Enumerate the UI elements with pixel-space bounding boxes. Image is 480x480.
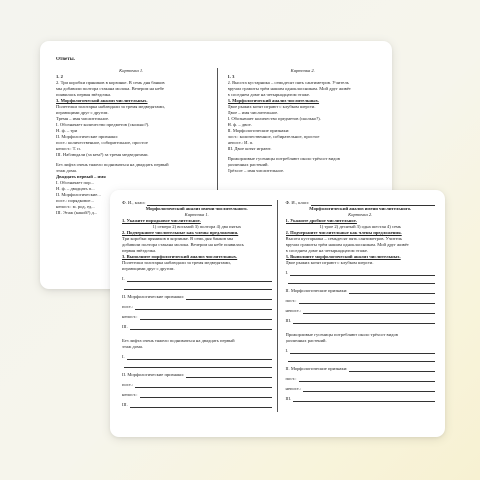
card-label: Карточка 1. xyxy=(119,68,144,73)
answer-line: пост.: количественное, собирательное, простое xyxy=(56,140,148,145)
answer-line: пост.: порядковое... xyxy=(56,198,94,203)
task-2-text: Высота кустарника – семьдесят пять сантиметров. Учитель xyxy=(285,236,403,241)
task-1-options: 1) трое 2) десятый 3) одна шестая 4) семь xyxy=(319,224,402,229)
answer-field[interactable] xyxy=(286,396,436,402)
task-2-text: первая звёздочка. xyxy=(122,248,157,253)
task-3-text: играющими друг с другом. xyxy=(122,266,175,271)
blank-line[interactable] xyxy=(135,384,272,388)
blank-line[interactable] xyxy=(349,290,435,294)
answer-field[interactable] xyxy=(286,386,436,392)
blank-line[interactable] xyxy=(349,368,435,372)
field-label: пост.: xyxy=(285,376,297,381)
blank-line[interactable] xyxy=(299,300,436,304)
answer-field[interactable] xyxy=(122,382,272,388)
task-2-text: добавили полтора стакана молока. Вечером на небе появилась xyxy=(122,242,244,247)
field-label: I. xyxy=(285,348,289,353)
answer-field[interactable] xyxy=(286,376,436,382)
field-label: I. xyxy=(285,270,289,275)
answer-line: Н. ф. – три xyxy=(56,128,78,133)
field-label: непост.: xyxy=(285,386,301,391)
answer-line: II. Морфологические признаки: xyxy=(56,134,118,139)
answer-field[interactable] xyxy=(122,294,272,300)
card-label: Карточка 2. xyxy=(348,212,373,217)
field-label: II. Морфологические признаки: xyxy=(122,294,184,299)
answer-line: Прожорливые гусеницы потребляют около трёхсот видов xyxy=(227,156,340,161)
task-2: 2. Подчеркните числительные как члены предложения. xyxy=(285,230,402,235)
answer-line: пост.: количественное, собирательное, простое xyxy=(227,134,320,139)
field-label: II. Морфологические признаки: xyxy=(285,288,348,293)
worksheet-heading: Морфологический анализ имени числительного. xyxy=(309,206,412,211)
answer-field[interactable] xyxy=(122,354,272,360)
blank-line[interactable] xyxy=(303,388,435,392)
blank-line[interactable] xyxy=(124,286,272,290)
card-label: Карточка 2. xyxy=(290,68,315,73)
card-label: Карточка 1. xyxy=(184,212,209,217)
field-label: Ф. И., класс xyxy=(122,200,146,205)
field-label: пост.: xyxy=(285,298,297,303)
task-3-text: Полетелки золотарка наблюдали за тремя медведятами, xyxy=(122,260,231,265)
answer-field[interactable] xyxy=(122,364,272,368)
answer-line: Н. ф. – двадцать п... xyxy=(56,186,95,191)
answer-line: вручил грамоты трём нашим одноклассникам. Мой друг живёт xyxy=(227,86,351,91)
answer-field[interactable] xyxy=(286,270,436,276)
blank-line[interactable] xyxy=(124,364,272,368)
answer-field[interactable] xyxy=(122,324,272,330)
task-3: 3. Выполните морфологический анализ числительных. xyxy=(122,254,238,259)
answer-line: III. Этаж (какой?) д... xyxy=(56,210,98,215)
answer-line: 1. 3 xyxy=(227,74,235,79)
answer-line: непост.: И. п. xyxy=(227,140,254,145)
answer-line: 2. Три коробки пряников в корзинке. В семь дня банков xyxy=(56,80,165,85)
answer-line: непост.: Т. п. xyxy=(56,146,81,151)
answer-line: появилась первая звёздочка. xyxy=(56,92,112,97)
field-label: II. Морфологические признаки: xyxy=(285,366,348,371)
field-label: непост.: xyxy=(122,392,138,397)
blank-line[interactable] xyxy=(140,316,272,320)
spacer xyxy=(122,408,272,412)
answer-line: 1. 2 xyxy=(56,74,63,79)
answer-field[interactable] xyxy=(122,372,272,378)
answer-line: Н. ф. – двое. xyxy=(227,122,252,127)
blank-line[interactable] xyxy=(288,358,436,362)
spacer xyxy=(286,402,436,406)
answer-line: непост.: м. род, ед... xyxy=(56,204,95,209)
blank-line[interactable] xyxy=(130,404,272,408)
blank-line[interactable] xyxy=(288,280,436,284)
answer-field[interactable] xyxy=(122,392,272,398)
field-label: II. Морфологические признаки: xyxy=(122,372,184,377)
answer-line: 3. Морфологический анализ числительных. xyxy=(227,98,320,103)
worksheet-column-card1 xyxy=(122,200,277,412)
field-label: непост.: xyxy=(285,308,301,313)
answer-line: I. Обозначает пор... xyxy=(56,180,94,185)
answer-line: Тремя – имя числительное. xyxy=(56,116,110,121)
worksheet-columns xyxy=(122,200,435,412)
answer-line: Двое – имя числительное. xyxy=(227,110,279,115)
field-label: I. xyxy=(122,276,125,281)
task-3: 3. Выполните морфологический анализ числительных. xyxy=(285,254,401,259)
blank-line[interactable] xyxy=(293,320,435,324)
answer-line: различных растений. xyxy=(227,162,269,167)
task-2-text: в соседнем доме на четырнадцатом этаже. xyxy=(285,248,369,253)
task-3-text: Прожорливые гусеницы потребляют около трёхсот видов xyxy=(285,332,398,337)
answer-field[interactable] xyxy=(286,280,436,284)
blank-line[interactable] xyxy=(290,272,435,276)
blank-line[interactable] xyxy=(130,326,272,330)
answer-field[interactable] xyxy=(122,304,272,310)
task-2: 2. Подчеркните числительные как члены предложения. xyxy=(122,230,239,235)
task-1-options: 1) семеро 2) восьмой 3) полтора 4) два пятых xyxy=(152,224,242,229)
answer-field[interactable] xyxy=(286,318,436,324)
answer-line: Полетелки золотарка наблюдали за тремя медведятами, xyxy=(56,104,165,109)
answer-field[interactable] xyxy=(286,366,436,372)
answers-lines xyxy=(228,74,379,174)
task-2-text: Три коробки пряников в корзинке. В семь дня банков мы xyxy=(122,236,234,241)
answer-line: этаж дома. xyxy=(56,168,78,173)
blank-line[interactable] xyxy=(290,350,435,354)
task-2-text: вручил грамоты трём нашим одноклассникам. Мой друг живёт xyxy=(285,242,409,247)
field-label: Ф. И., класс xyxy=(285,200,309,205)
task-1: 1. Укажите порядковое числительное. xyxy=(122,218,201,223)
answer-line: Двое рыжих котят играют с клубком шерсти. xyxy=(227,104,316,109)
answer-line: 3. Морфологический анализ числительных. xyxy=(56,98,148,103)
answer-field[interactable] xyxy=(286,288,436,294)
blank-line[interactable] xyxy=(127,278,272,282)
answer-field[interactable] xyxy=(122,286,272,290)
answer-line: Двадцать первый – имя xyxy=(56,174,106,179)
blank-line[interactable] xyxy=(140,394,272,398)
blank-line[interactable] xyxy=(293,398,435,402)
field-label: III. xyxy=(285,318,292,323)
answer-line: играющими друг с другом. xyxy=(56,110,109,115)
answer-line: Без лифта очень тяжело подниматься на двадцать первый xyxy=(56,162,169,167)
answer-line: I. Обозначает количество предметов (сколько?). xyxy=(56,122,150,127)
answer-line: III. Наблюдали (за кем?) за тремя медведятами. xyxy=(56,152,149,157)
answer-field[interactable] xyxy=(286,348,436,354)
answer-field[interactable] xyxy=(122,402,272,408)
field-label: пост.: xyxy=(122,382,133,387)
answer-field[interactable] xyxy=(286,298,436,304)
field-label: пост.: xyxy=(122,304,133,309)
field-label: I. xyxy=(122,354,125,359)
answer-line: в соседнем доме на четырнадцатом этаже. xyxy=(227,92,311,97)
answer-line: мы добавили полтора стакана молока. Вечером на небе xyxy=(56,86,164,91)
worksheet-card xyxy=(110,190,445,437)
blank-line[interactable] xyxy=(127,356,272,360)
answer-line: Трёхсот – имя числительное. xyxy=(227,168,285,173)
answer-field[interactable] xyxy=(286,358,436,362)
task-3-text: этаж дома. xyxy=(122,344,144,349)
blank-line[interactable] xyxy=(299,378,436,382)
answer-field[interactable] xyxy=(122,276,272,282)
worksheet-heading: Морфологический анализ имени числительного. xyxy=(145,206,248,211)
task-1: 1. Укажите дробное числительное. xyxy=(285,218,357,223)
answer-line: I. Обозначает количество предметов (сколько?). xyxy=(227,116,321,121)
answer-field[interactable] xyxy=(122,314,272,320)
answer-line: II. Морфологические признаки: xyxy=(227,128,290,133)
blank-line[interactable] xyxy=(303,310,435,314)
answer-line: III. Двое котят играют. xyxy=(227,146,272,151)
answers-title: Ответы. xyxy=(56,57,75,62)
task-3-text: Без лифта очень тяжело подниматься на двадцать первый xyxy=(122,338,235,343)
field-label: непост.: xyxy=(122,314,138,319)
answer-line: 2. Высота кустарника – семьдесят пять сантиметров. Учитель xyxy=(227,80,349,85)
task-3-text: различных растений. xyxy=(285,338,327,343)
blank-line[interactable] xyxy=(186,374,272,378)
task-3-text: Двое рыжих котят играют с клубком шерсти. xyxy=(285,260,374,265)
blank-line[interactable] xyxy=(135,306,272,310)
answer-line: II. Морфологические... xyxy=(56,192,101,197)
answer-field[interactable] xyxy=(286,308,436,314)
field-label: III. xyxy=(122,402,128,407)
field-label: III. xyxy=(285,396,292,401)
worksheet-column-card2 xyxy=(277,200,436,412)
field-label: III. xyxy=(122,324,128,329)
blank-line[interactable] xyxy=(186,296,272,300)
